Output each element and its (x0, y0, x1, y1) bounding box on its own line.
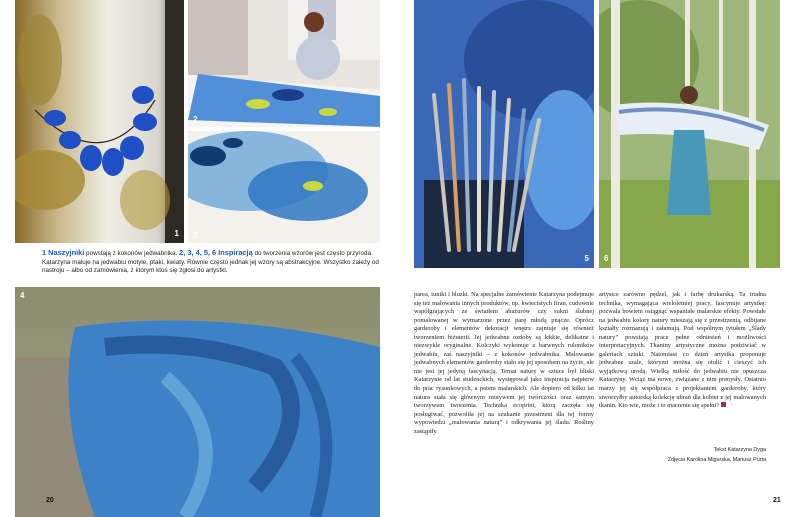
necklace-illustration (15, 0, 184, 243)
photo-number: 5 (584, 254, 589, 263)
photo-number: 1 (174, 229, 179, 238)
page-number-right: 21 (773, 497, 781, 504)
photo-brushes (414, 0, 594, 268)
caption-highlight: 1 Naszyjniki (42, 248, 85, 257)
artist-illustration (188, 0, 380, 127)
photo-silk-on-wood (15, 287, 380, 517)
photo-number: 3 (193, 231, 198, 240)
photo-number: 6 (604, 254, 609, 263)
page-number-left: 20 (46, 497, 54, 504)
article-column-2-text: artystce zarówno pędzel, jak i farbę drukarską. Ta trudna technika, wymagająca wieloletniej pracy, fascynuje artystkę; pozwala bowiem osiągnąć wspaniałe malarskie efekty. Powstałe na jedwabiu kolory natury mieszają się z przestrzenią, odbijane kształty rozmazują i załamują. Pod wspólnym tytułem „Ślady natury” powstają prace pełne odniesień i możliwości interpretacyjnych. Tkaniny artystyczne można podziwiać w galeriach sztuki. Natomiast co dzień artystka proponuje jedwabne szale, którymi można się otulić i cieszyć ich wyjątkową urodą. Wielką miłość do jedwabiu nie opuszcza Katarzyny. Wciąż ma nowe, związane z nim pomysły. Ostatnio marzy jej się współpraca z projektantem garderoby, który stworzyłby autorską kolekcję ubrań dla kobiet z jej malowanych tkanin. Kto wie, może i to marzenie się spełni? (599, 291, 766, 410)
caption-text: powstają z kokonów jedwabnika. (84, 250, 180, 257)
article-column-1: parea, tuniki i bluzki. Na specjalne zamówienie Katarzyna podejmuje się też malowania innych produktów, np. kwiecistych firan, cudownie współgrających ze światłem abażurów czy sukni ślubnej pomalowanej w wymarzone przez parę młodą pnącze. Oprócz garderoby i elementów dekoracji wnętrz zajmuje się również tworzeniem biżuterii. Jej jedwabne ozdoby są lekkie, delikatne i niezwykle oryginalne. Kolczyki wykonuje z barwnych ruloników jedwabiu, zaś naszyjniki – z kokonów jedwabnika. Malowanie jedwabnych elementów garderoby stało się jej sposobem na życie, ale nie jest jej jedyną fascynacją. Temat natury w sztuce był bliski Katarzynie od lat studenckich, występował jako inspiracja najpierw do prac rysunkowych, a potem malarskich. Ale dopiero od kilku lat natura stała się głównym motywem jej twórczości oraz samym tworzywem tworzenia. Technika ecoprint, którą zaczęła się posługiwać, pozwoliła jej na szukanie przestrzeni dla tej formy wypowiedzi „malowania naturą” i odkrywania jej śladu. Rośliny zastąpiły (414, 291, 594, 435)
photo-woman-in-forest (599, 0, 780, 268)
photo-caption (42, 249, 392, 276)
forest-illustration (599, 0, 780, 268)
photo-number: 2 (193, 115, 198, 124)
photo-artist-painting (188, 0, 380, 127)
photo-silk-closeup (188, 131, 380, 243)
silk-fabric-illustration (15, 287, 380, 517)
caption-highlight: 2, 3, 4, 5, 6 Inspiracją (179, 248, 253, 257)
photo-number: 4 (20, 291, 25, 300)
caption-text: do tworzenia wzorów jest często przyroda. Katarzyna maluje na jedwabiu motyle, ptaki, kwiaty. Równie często jednak jej wzory są abstrakcyjne. Wszystko zależy od nastroju – albo od zamówienia, z którym ktoś się zgłosi do artystki. (42, 250, 379, 275)
article-column-2 (599, 291, 766, 411)
text-credit: Tekst Katarzyna Dyga (713, 447, 766, 453)
photo-necklace-on-birch (15, 0, 184, 243)
photo-credit: Zdjęcia Karolina Migurska, Mariusz Purta (667, 457, 766, 463)
brushes-illustration (414, 0, 594, 268)
silk-closeup-illustration (188, 131, 380, 243)
end-of-article-mark (721, 402, 726, 407)
